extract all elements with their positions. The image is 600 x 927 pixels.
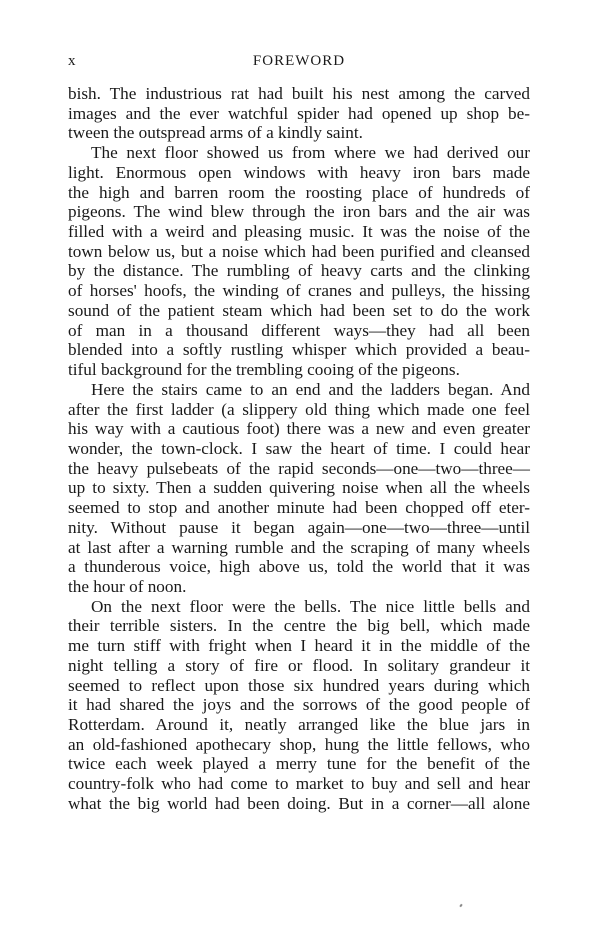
running-title: FOREWORD	[252, 53, 346, 69]
text-line: pigeons. The wind blew through the iron bars and the air was	[68, 202, 530, 222]
text-line: their terrible sisters. In the centre the big bell, which made	[68, 616, 530, 636]
text-line: of man in a thousand different ways—they had all been	[68, 320, 530, 340]
running-head	[68, 53, 530, 73]
text-line: country-folk who had come to market to buy and sell and hear	[68, 774, 530, 794]
text-line: light. Enormous open windows with heavy iron bars made	[68, 162, 530, 182]
text-line: Here the stairs came to an end and the ladders began. And	[91, 379, 530, 399]
text-line: the high and barren room the roosting place of hundreds of	[68, 182, 530, 202]
text-line: filled with a weird and pleasing music. It was the noise of the	[68, 222, 530, 242]
text-line: blended into a softly rustling whisper which provided a beau-	[68, 340, 530, 360]
body-text	[68, 84, 530, 814]
text-line: his way with a cautious foot) there was a new and even greater	[68, 419, 530, 439]
text-line: up to sixty. Then a sudden quivering noise when all the wheels	[68, 478, 530, 498]
text-line: a thunderous voice, high above us, told the world that it was	[68, 557, 530, 577]
text-line: seemed to reflect upon those six hundred years during which	[68, 675, 530, 695]
text-line: of horses' hoofs, the winding of cranes and pulleys, the hissing	[68, 281, 530, 301]
text-line: On the next floor were the bells. The nice little bells and	[91, 596, 530, 616]
text-line: me turn stiff with fright when I heard it in the middle of the	[68, 636, 530, 656]
text-line: what the big world had been doing. But in a corner—all alone	[68, 793, 530, 813]
text-line: at last after a warning rumble and the scraping of many wheels	[68, 537, 530, 557]
text-line: the hour of noon.	[68, 576, 187, 596]
text-line: Rotterdam. Around it, neatly arranged like the blue jars in	[68, 715, 530, 734]
text-line: seemed to stop and another minute had been chopped off eter-	[68, 498, 530, 518]
text-line: an old-fashioned apothecary shop, hung the little fellows, who	[68, 734, 530, 754]
text-line: it had shared the joys and the sorrows of the good people of	[68, 695, 530, 715]
page-number: x	[68, 53, 77, 69]
text-line: the heavy pulsebeats of the rapid seconds—one—two—three—	[68, 458, 530, 478]
text-line: bish. The industrious rat had built his nest among the carved	[68, 84, 530, 103]
text-line: The next floor showed us from where we had derived our	[91, 143, 530, 163]
text-line: after the first ladder (a slippery old thing which made one feel	[68, 399, 530, 419]
text-line: wonder, the town-clock. I saw the heart of time. I could hear	[68, 438, 530, 458]
text-line: by the distance. The rumbling of heavy carts and the clinking	[68, 261, 530, 281]
text-line: tween the outspread arms of a kindly saint.	[68, 123, 363, 143]
text-line: sound of the patient steam which had been set to do the work	[68, 300, 530, 320]
text-line: twice each week played a merry tune for the benefit of the	[68, 754, 530, 774]
stray-ink-mark	[459, 904, 462, 908]
text-line: images and the ever watchful spider had opened up shop be-	[68, 103, 530, 123]
text-line: town below us, but a noise which had been purified and cleansed	[68, 241, 530, 261]
text-line: nity. Without pause it began again—one—two—three—until	[68, 517, 530, 537]
text-line: tiful background for the trembling cooing of the pigeons.	[68, 360, 460, 380]
text-line: night telling a story of fire or flood. In solitary grandeur it	[68, 655, 530, 675]
